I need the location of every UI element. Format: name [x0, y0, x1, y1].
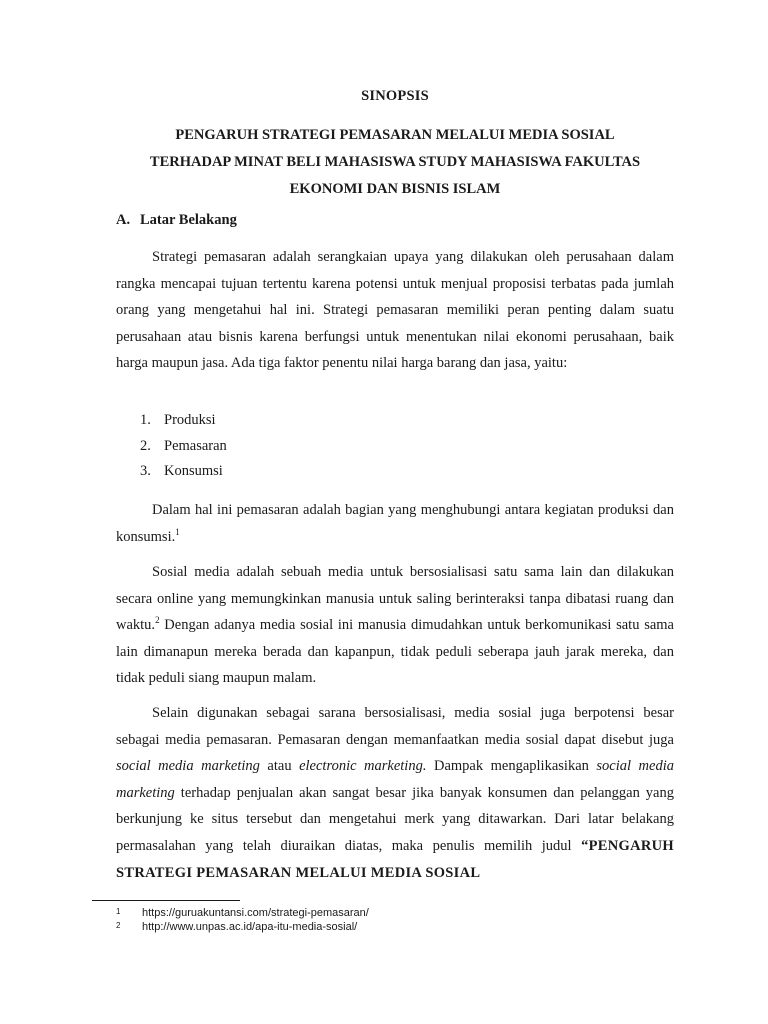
italic-term: electronic marketing.	[299, 758, 427, 775]
faktor-list	[140, 408, 227, 485]
list-item-text: Produksi	[164, 412, 216, 428]
footnote-ref[interactable]: 2	[155, 615, 160, 626]
list-item-text: Konsumsi	[164, 463, 223, 479]
list-item	[140, 459, 227, 485]
italic-term: social media marketing	[116, 758, 260, 775]
footnote-link[interactable]: http://www.unpas.ac.id/apa-itu-media-sosial/	[142, 921, 358, 933]
paragraph-pemasaran	[116, 497, 674, 550]
paragraph-strategi-pemasaran: Strategi pemasaran adalah serangkaian upaya yang dilakukan oleh perusahaan dalam rangka mencapai tujuan tertentu karena potensi untuk menjual proposisi terbatas pada jumlah orang yang mengetahui hal ini. Strategi pemasaran memiliki peran penting dalam suatu perusahaan atau bisnis karena berfungsi untuk menentukan nilai ekonomi perusahaan, baik harga maupun jasa. Ada tiga faktor penentu nilai harga barang dan jasa, yaitu:	[116, 249, 674, 372]
document-title: SINOPSIS	[361, 88, 429, 104]
subtitle-line: TERHADAP MINAT BELI MAHASISWA STUDY MAHASISWA FAKULTAS	[149, 154, 641, 170]
subtitle-line: EKONOMI DAN BISNIS ISLAM	[289, 181, 501, 197]
footnote-number: 2	[116, 921, 121, 930]
footnote-ref[interactable]: 1	[175, 526, 180, 537]
footnote-number: 1	[116, 907, 121, 916]
paragraph-media-pemasaran	[116, 700, 674, 886]
paragraph-text: Dampak mengaplikasikan	[426, 758, 597, 775]
subtitle-line: PENGARUH STRATEGI PEMASARAN MELALUI MEDIA SOSIAL	[175, 127, 615, 143]
paragraph-text: Dalam hal ini pemasaran adalah bagian yang menghubungi antara kegiatan produksi dan konsumsi.	[116, 502, 674, 545]
list-item	[140, 434, 227, 460]
paragraph-sosial-media	[116, 559, 674, 692]
paragraph-text: Sosial media adalah sebuah media untuk bersosialisasi satu sama lain dan dilakukan secara online yang memungkinkan manusia untuk saling berinteraksi tanpa dibatasi ruang dan waktu.	[116, 564, 674, 634]
section-heading	[116, 212, 237, 229]
list-item-number: 3.	[140, 463, 151, 479]
footnote	[116, 920, 369, 934]
italic-term: social media marketing	[116, 758, 674, 801]
paragraph-text: atau	[259, 758, 300, 775]
bold-title: “PENGARUH STRATEGI PEMASARAN MELALUI MEDIA SOSIAL	[116, 837, 674, 881]
list-item-number: 2.	[140, 437, 151, 454]
footnotes	[116, 906, 369, 934]
footnote-link[interactable]: https://guruakuntansi.com/strategi-pemasaran/	[142, 907, 369, 919]
paragraph-text: Dengan adanya media sosial ini manusia dimudahkan untuk berkomunikasi satu sama lain dimanapun mereka berada dan kapanpun, tidak peduli seberapa jauh jarak mereka, dan tidak peduli siang maupun malam.	[116, 617, 674, 687]
list-item	[140, 408, 227, 434]
footnote	[116, 906, 369, 920]
document-subtitle	[116, 122, 674, 203]
footnote-separator	[92, 900, 240, 901]
section-title: Latar Belakang	[140, 212, 237, 228]
list-item-number: 1.	[140, 412, 151, 428]
paragraph-text: terhadap penjualan akan sangat besar jika banyak konsumen dan pelanggan yang berkunjung ke situs tersebut dan mengetahui merk yang ditawarkan. Dari latar belakang permasalahan yang telah diuraikan diatas, maka penulis memilih judul	[116, 784, 674, 854]
list-item-text: Pemasaran	[164, 437, 227, 454]
section-number: A.	[116, 212, 131, 228]
paragraph-text: Selain digunakan sebagai sarana bersosialisasi, media sosial juga berpotensi besar sebagai media pemasaran. Pemasaran dengan memanfaatkan media sosial dapat disebut juga	[116, 705, 674, 748]
